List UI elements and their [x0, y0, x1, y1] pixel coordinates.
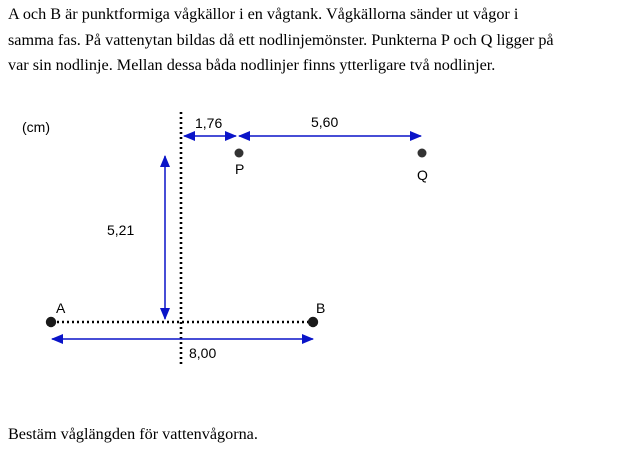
ab-distance-label: 8,00 [189, 345, 217, 361]
label-b: B [316, 300, 326, 316]
intro-line-3: var sin nodlinje. Mellan dessa båda nodlinjer finns ytterligare två nodlinjer. [8, 56, 496, 74]
point-q [418, 149, 427, 158]
label-a: A [56, 300, 66, 316]
source-b-point [308, 317, 318, 327]
intro-line-2: samma fas. På vattenytan bildas då ett nodlinjemönster. Punkterna P och Q ligger på [8, 30, 554, 49]
p-offset-label: 1,76 [195, 115, 223, 131]
label-p: P [235, 161, 245, 177]
intro-line-1: A och B är punktformiga vågkällor i en vågtank. Vågkällorna sänder ut vågor i [8, 5, 519, 23]
pq-distance-label: 5,60 [311, 114, 339, 130]
unit-label: (cm) [22, 119, 50, 135]
question-text: Bestäm våglängden för vattenvågorna. [8, 425, 258, 443]
height-label: 5,21 [107, 222, 135, 238]
point-p [235, 149, 244, 158]
source-a-point [46, 317, 56, 327]
label-q: Q [417, 167, 428, 183]
